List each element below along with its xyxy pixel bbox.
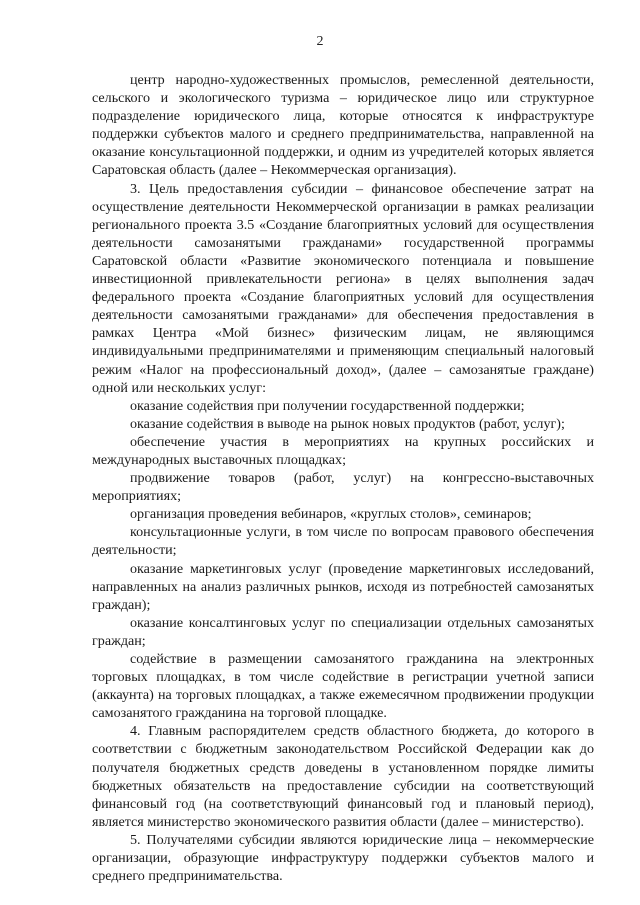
document-body [92,71,594,885]
paragraph: 5. Получателями субсидии являются юридические лица – некоммерческие организации, образующие инфраструктуру поддержки субъектов малого и среднего предпринимательства. [92,831,594,885]
paragraph: 3. Цель предоставления субсидии – финансовое обеспечение затрат на осуществление деятельности Некоммерческой организации в рамках реализации регионального проекта 3.5 «Создание благоприятных условий для осуществления деятельности самозанятыми гражданами» государственной программы Саратовской области «Развитие экономического потенциала и повышение инвестиционной привлекательности региона» в целях выполнения задач федерального проекта «Создание благоприятных условий для осуществления деятельности самозанятыми гражданами» для обеспечения предоставления в рамках Центра «Мой бизнес» физическим лицам, не являющимся индивидуальными предпринимателями и применяющим специальный налоговый режим «Налог на профессиональный доход», (далее – самозанятые граждане) одной или нескольких услуг: [92,180,594,396]
list-item: оказание содействия при получении государственной поддержки; [130,397,525,414]
paragraph: 4. Главным распорядителем средств областного бюджета, до которого в соответствии с бюджетным законодательством Российской Федерации как до получателя бюджетных средств доведены в установленном порядке лимиты бюджетных обязательств на предоставление субсидии на соответствующий финансовый год (на соответствующий финансовый год и плановый период), является министерство экономического развития области (далее – министерство). [92,723,594,830]
list-item: оказание консалтинговых услуг по специализации отдельных самозанятых граждан; [92,614,594,649]
page-number: 2 [316,34,324,49]
list-item: обеспечение участия в мероприятиях на крупных российских и международных выставочных площадках; [92,433,594,468]
list-item: оказание содействия в выводе на рынок новых продуктов (работ, услуг); [130,415,565,432]
list-item: оказание маркетинговых услуг (проведение маркетинговых исследований, направленных на анализ различных рынков, исходя из потребностей самозанятых граждан); [92,560,594,613]
list-item: консультационные услуги, в том числе по вопросам правового обеспечения деятельности; [92,524,594,559]
paragraph: центр народно-художественных промыслов, ремесленной деятельности, сельского и экологического туризма – юридическое лицо или структурное подразделение юридического лица, которые относятся к инфраструктуре поддержки субъектов малого и среднего предпринимательства, направленной на оказание консультационной поддержки, и одним из учредителей которых является Саратовская область (далее – Некоммерческая организация). [92,72,594,179]
list-item: продвижение товаров (работ, услуг) на конгрессно-выставочных мероприятиях; [92,470,594,505]
list-item: организация проведения вебинаров, «круглых столов», семинаров; [130,506,532,523]
list-item: содействие в размещении самозанятого гражданина на электронных торговых площадках, в том числе содействие в регистрации учетной записи (аккаунта) на торговых площадках, а также ежемесячном продвижении продукции самозанятого гражданина на торговой площадке. [92,651,594,722]
